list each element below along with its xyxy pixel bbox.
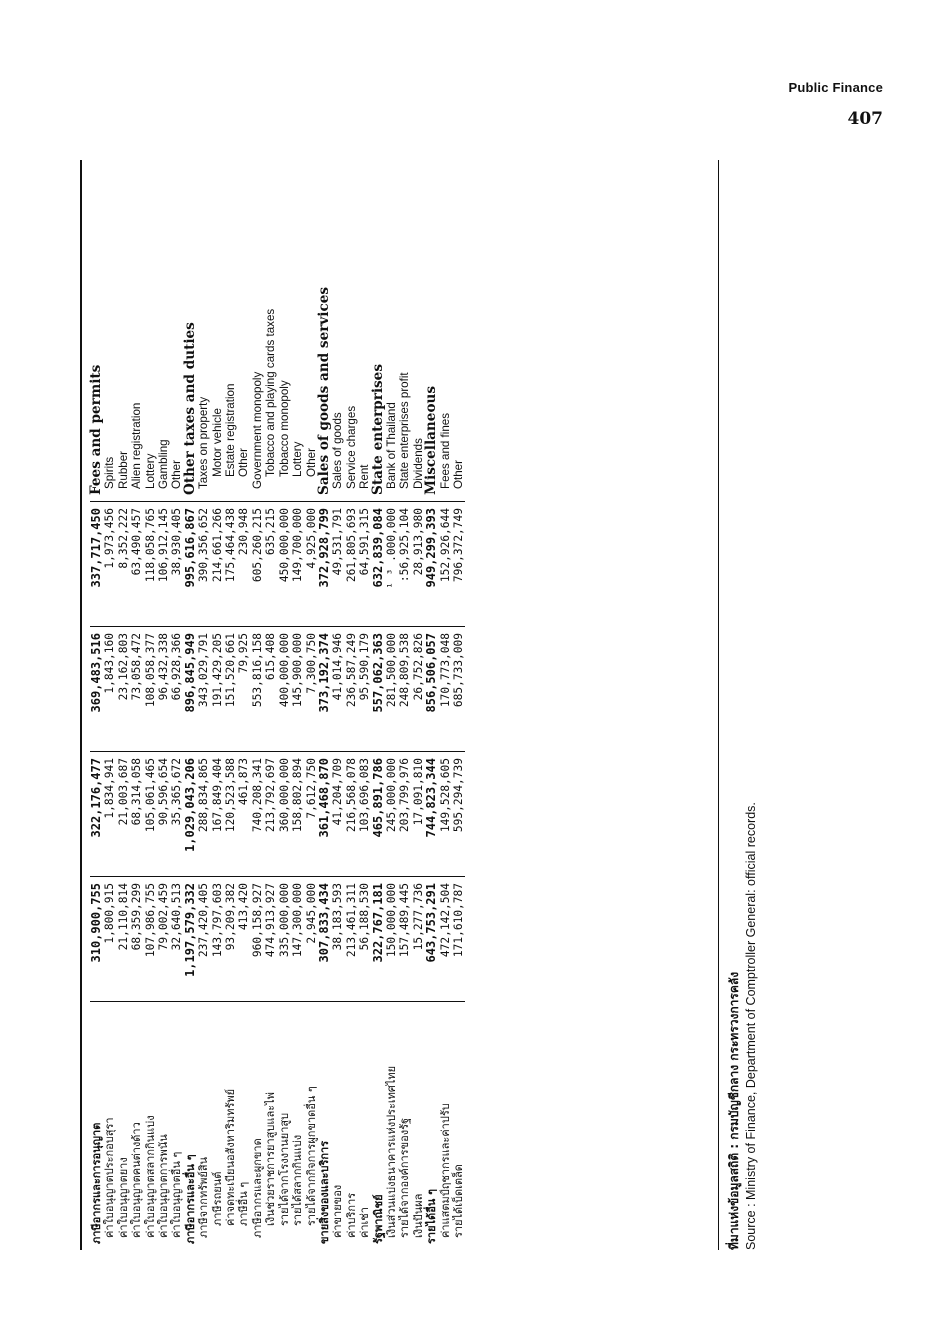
english-label: Lottery: [291, 271, 304, 502]
value-col-1: 307,833,434: [318, 877, 331, 1002]
english-label: Motor vehicle: [211, 271, 224, 502]
thai-label: ค่าใบอนุญาตสลากกินแบ่ง: [143, 1115, 157, 1238]
english-label: State enterprises profit: [398, 271, 411, 502]
value-col-1: 1,800,915: [103, 877, 116, 1002]
value-col-2: 203,799,976: [398, 752, 411, 877]
value-col-4: 390,356,652: [197, 502, 210, 627]
value-col-4: 632,839,084: [372, 502, 385, 627]
english-label: Other: [170, 271, 183, 502]
english-label: Other: [305, 271, 318, 502]
value-col-2: 21,003,687: [117, 752, 130, 877]
value-col-1: 68,359,299: [130, 877, 143, 1002]
thai-label: รายได้เบ็ดเตล็ด: [451, 1164, 465, 1238]
value-col-1: 413,420: [237, 877, 250, 1002]
english-label: Sales of goods and services: [318, 271, 331, 502]
value-col-2: 216,568,078: [345, 752, 358, 877]
thai-label: รายได้สลากกินแบ่ง: [291, 1134, 305, 1226]
table-row: [197, 271, 210, 1250]
bottom-rule: [718, 160, 719, 1250]
table-row: [425, 271, 438, 1250]
value-col-2: 461,873: [237, 752, 250, 877]
english-label: Fees and fines: [439, 271, 452, 502]
table-row: [224, 271, 237, 1250]
value-col-1: 21,110,814: [117, 877, 130, 1002]
english-label: State enterprises: [372, 271, 385, 502]
table-body: [90, 271, 465, 1250]
value-col-1: 310,900,755: [90, 877, 103, 1002]
page-header: [788, 80, 883, 129]
value-col-4: 261,805,693: [345, 502, 358, 627]
value-col-1: 960,158,927: [251, 877, 264, 1002]
value-col-1: 147,300,000: [291, 877, 304, 1002]
table-row: [278, 271, 291, 1250]
value-col-2: 167,849,404: [211, 752, 224, 877]
value-col-4: 635,215: [264, 502, 277, 627]
value-col-4: 64,591,315: [358, 502, 371, 627]
value-col-3: 26,752,826: [412, 627, 425, 752]
table-row: [157, 271, 170, 1250]
value-col-1: 237,420,405: [197, 877, 210, 1002]
table-row: [251, 271, 264, 1250]
english-label: Taxes on property: [197, 271, 210, 502]
thai-label: ภาษีอากรและการอนุญาต: [90, 1122, 103, 1244]
value-col-2: 120,523,588: [224, 752, 237, 877]
value-col-4: 1,973,456: [103, 502, 116, 627]
value-col-2: 213,792,697: [264, 752, 277, 877]
source-english: Source : Ministry of Finance, Department of Comptroller General: official records.: [744, 802, 758, 1250]
value-col-1: 472,142,504: [439, 877, 452, 1002]
value-col-2: 90,596,654: [157, 752, 170, 877]
value-col-3: 41,014,946: [331, 627, 344, 752]
source-note: [726, 802, 760, 1250]
value-col-4: 152,926,644: [439, 502, 452, 627]
value-col-4: 4,925,000: [305, 502, 318, 627]
value-col-1: 643,753,291: [425, 877, 438, 1002]
thai-label: ค่าใบอนุญาตประกอบสุรา: [103, 1117, 117, 1238]
rotated-table-block: [80, 160, 760, 1250]
english-label: Fees and permits: [90, 271, 103, 502]
value-col-3: 191,429,205: [211, 627, 224, 752]
value-col-1: 150,000,000: [385, 877, 398, 1002]
value-col-4: 230,948: [237, 502, 250, 627]
table-row: [103, 271, 116, 1250]
table-row: [237, 271, 250, 1250]
value-col-3: 615,408: [264, 627, 277, 752]
english-label: Dividends: [412, 271, 425, 502]
value-col-2: 149,528,605: [439, 752, 452, 877]
value-col-4: 28,913,980: [412, 502, 425, 627]
thai-label: รายได้จากโรงงานยาสูบ: [277, 1112, 291, 1226]
value-col-1: 213,461,311: [345, 877, 358, 1002]
thai-label: ค่าใบอนุญาตยาง: [116, 1157, 130, 1238]
english-label: Estate registration: [224, 271, 237, 502]
value-col-3: 236,587,249: [345, 627, 358, 752]
value-col-2: 68,314,058: [130, 752, 143, 877]
value-col-4: ¹ ³ .000,000: [385, 502, 398, 627]
value-col-4: 38,930,405: [170, 502, 183, 627]
value-col-1: 93,209,382: [224, 877, 237, 1002]
value-col-1: 143,797,603: [211, 877, 224, 1002]
value-col-1: 56,188,530: [358, 877, 371, 1002]
value-col-3: 95,590,179: [358, 627, 371, 752]
table-row: [130, 271, 143, 1250]
value-col-2: 465,891,786: [372, 752, 385, 877]
table-row: [211, 271, 224, 1250]
value-col-4: 214,661,266: [211, 502, 224, 627]
english-label: Tobacco monopoly: [278, 271, 291, 502]
revenue-table: [90, 271, 465, 1250]
table-row: [90, 271, 103, 1250]
value-col-3: 145,900,000: [291, 627, 304, 752]
value-col-4: 949,299,393: [425, 502, 438, 627]
english-label: Bank of Thailand: [385, 271, 398, 502]
table-row: [345, 271, 358, 1250]
table-row: [372, 271, 385, 1250]
thai-label: ค่าใบอนุญาตคนต่างด้าว: [130, 1122, 144, 1238]
table-row: [385, 271, 398, 1250]
table-row: [331, 271, 344, 1250]
value-col-4: 372,928,799: [318, 502, 331, 627]
thai-label: รายได้อื่น ๆ: [425, 1188, 439, 1244]
thai-label: ภาษีอากรและผูกขาด: [250, 1138, 264, 1238]
value-col-3: 557,062,363: [372, 627, 385, 752]
thai-label: ภาษีจากทรัพย์สิน: [197, 1156, 211, 1238]
thai-label: ภาษีอากรและอื่น ๆ: [183, 1154, 197, 1244]
english-label: Lottery: [144, 271, 157, 502]
value-col-3: 373,192,374: [318, 627, 331, 752]
value-col-1: 79,002,459: [157, 877, 170, 1002]
value-col-2: 740,208,341: [251, 752, 264, 877]
english-label: Government monopoly: [251, 271, 264, 502]
english-label: Other: [237, 271, 250, 502]
thai-label: เงินปันผล: [411, 1193, 425, 1238]
value-col-1: 38,183,593: [331, 877, 344, 1002]
english-label: Spirits: [103, 271, 116, 502]
value-col-2: 245,000,000: [385, 752, 398, 877]
table-row: [264, 271, 277, 1250]
value-col-3: 7,300,750: [305, 627, 318, 752]
value-col-3: 66,928,366: [170, 627, 183, 752]
value-col-1: 107,986,755: [144, 877, 157, 1002]
value-col-4: 8,352,222: [117, 502, 130, 627]
value-col-3: 400,000,000: [278, 627, 291, 752]
table-row: [184, 271, 197, 1250]
thai-label: ภาษีอื่น ๆ: [237, 1181, 251, 1226]
value-col-2: 744,823,344: [425, 752, 438, 877]
value-col-4: 995,616,867: [184, 502, 197, 627]
value-col-1: 32,640,513: [170, 877, 183, 1002]
page-number: 407: [847, 109, 883, 129]
english-label: Rent: [358, 271, 371, 502]
value-col-4: 49,531,791: [331, 502, 344, 627]
english-label: Sales of goods: [331, 271, 344, 502]
english-label: Alien registration: [130, 271, 143, 502]
value-col-2: 7,612,750: [305, 752, 318, 877]
value-col-1: 15,277,736: [412, 877, 425, 1002]
table-row: [318, 271, 331, 1250]
value-col-3: 170,773,048: [439, 627, 452, 752]
source-thai: ที่มาแห่งข้อมูลสถิติ : กรมบัญชีกลาง กระทรวงการคลัง: [727, 971, 741, 1250]
value-col-4: 149,700,000: [291, 502, 304, 627]
value-col-3: 108,058,377: [144, 627, 157, 752]
value-col-4: 337,717,450: [90, 502, 103, 627]
thai-label: ค่าขายของ: [331, 1184, 345, 1238]
value-col-2: 595,294,739: [452, 752, 465, 877]
english-label: Other taxes and duties: [184, 271, 197, 502]
value-col-2: 103,696,083: [358, 752, 371, 877]
value-col-1: 474,913,927: [264, 877, 277, 1002]
value-col-2: 288,834,865: [197, 752, 210, 877]
value-col-4: 63,490,457: [130, 502, 143, 627]
thai-label: เงินส่วนแบ่งธนาคารแห่งประเทศไทย: [384, 1065, 398, 1238]
value-col-3: 248,809,538: [398, 627, 411, 752]
english-label: Miscellaneous: [425, 271, 438, 502]
section-title: Public Finance: [788, 80, 883, 95]
value-col-2: 322,176,477: [90, 752, 103, 877]
value-col-4: 450,000,000: [278, 502, 291, 627]
table-row: [117, 271, 130, 1250]
value-col-3: 685,733,009: [452, 627, 465, 752]
table-row: [398, 271, 411, 1250]
thai-label: ค่าแสตมป์ฤชากรและค่าปรับ: [438, 1103, 452, 1238]
value-col-4: 175,464,438: [224, 502, 237, 627]
value-col-2: 158,802,894: [291, 752, 304, 877]
value-col-3: 151,520,661: [224, 627, 237, 752]
value-col-4: 796,372,749: [452, 502, 465, 627]
english-label: Gambling: [157, 271, 170, 502]
table-row: [291, 271, 304, 1250]
thai-label: เงินช่วยราชการยาสูบและไพ่: [264, 1092, 278, 1226]
value-col-1: 335,000,000: [278, 877, 291, 1002]
value-col-1: 171,610,787: [452, 877, 465, 1002]
value-col-4: 605,260,215: [251, 502, 264, 627]
english-label: Other: [452, 271, 465, 502]
value-col-3: 896,845,949: [184, 627, 197, 752]
thai-label: รัฐพาณิชย์: [371, 1194, 385, 1244]
value-col-3: 369,483,516: [90, 627, 103, 752]
value-col-1: 322,767,181: [372, 877, 385, 1002]
value-col-2: 361,468,870: [318, 752, 331, 877]
value-col-3: 281,500,000: [385, 627, 398, 752]
english-label: Rubber: [117, 271, 130, 502]
english-label: Tobacco and playing cards taxes: [264, 271, 277, 502]
thai-label: ค่าจดทะเบียนอสังหาริมทรัพย์: [224, 1088, 238, 1226]
value-col-1: 2,945,000: [305, 877, 318, 1002]
thai-label: ภาษีรถยนต์: [210, 1171, 224, 1226]
value-col-2: 41,204,709: [331, 752, 344, 877]
value-col-3: 856,506,057: [425, 627, 438, 752]
value-col-3: 23,162,803: [117, 627, 130, 752]
value-col-3: 1,843,160: [103, 627, 116, 752]
value-col-4: :56,925,104: [398, 502, 411, 627]
thai-label: ค่าบริการ: [344, 1192, 358, 1238]
value-col-3: 553,816,158: [251, 627, 264, 752]
value-col-2: 17,091,810: [412, 752, 425, 877]
thai-label: ค่าใบอนุญาตอื่น ๆ: [170, 1151, 184, 1238]
thai-label: ขายสิ่งของและบริการ: [317, 1140, 331, 1244]
value-col-3: 79,925: [237, 627, 250, 752]
value-col-1: 157,489,445: [398, 877, 411, 1002]
top-rule: [80, 160, 82, 1250]
thai-label: ค่าใบอนุญาตการพนัน: [157, 1134, 171, 1238]
table-row: [144, 271, 157, 1250]
value-col-4: 106,912,145: [157, 502, 170, 627]
value-col-2: 360,000,000: [278, 752, 291, 877]
table-row: [452, 271, 465, 1250]
thai-label: รายได้จากองค์การของรัฐ: [398, 1117, 412, 1238]
value-col-2: 105,061,465: [144, 752, 157, 877]
value-col-1: 1,197,579,332: [184, 877, 197, 1002]
value-col-3: 73,058,472: [130, 627, 143, 752]
value-col-4: 118,058,765: [144, 502, 157, 627]
value-col-3: 96,432,338: [157, 627, 170, 752]
value-col-2: 1,834,941: [103, 752, 116, 877]
thai-label: ค่าเช่า: [358, 1207, 372, 1238]
thai-label: รายได้จากกิจการผูกขาดอื่น ๆ: [304, 1086, 318, 1226]
value-col-2: 1,029,043,206: [184, 752, 197, 877]
table-row: [439, 271, 452, 1250]
english-label: Service charges: [345, 271, 358, 502]
value-col-3: 343,029,791: [197, 627, 210, 752]
value-col-2: 35,365,672: [170, 752, 183, 877]
